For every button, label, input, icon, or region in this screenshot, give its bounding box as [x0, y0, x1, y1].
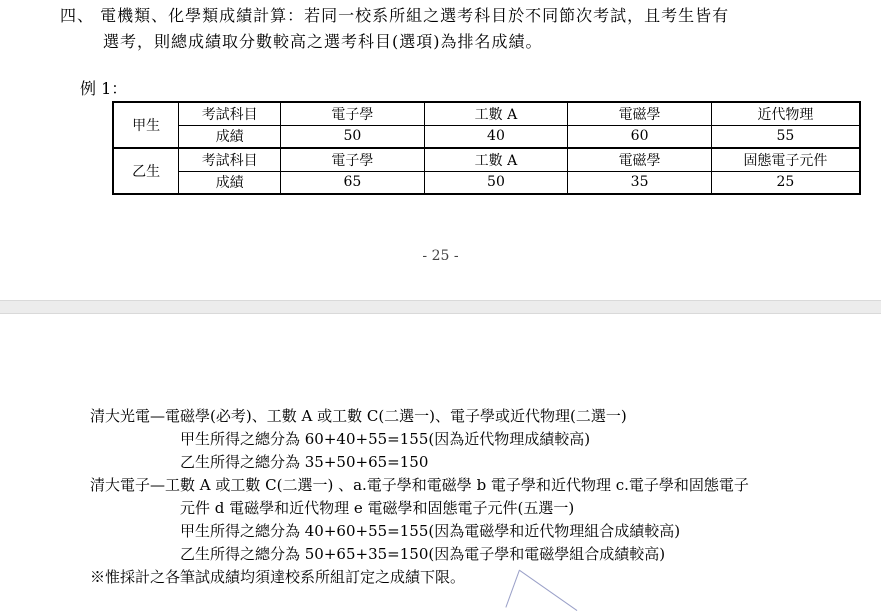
page-separator	[0, 300, 881, 314]
section-heading-line-1: 四、 電機類、化學類成績計算：若同一校系所組之選考科目於不同節次考試，且考生皆有	[60, 6, 730, 25]
section-heading-line-2: 選考，則總成績取分數較高之選考科目(選項)為排名成績。	[103, 32, 543, 51]
subject-label-cell: 考試科目	[179, 102, 281, 125]
subject-cell: 電子學	[281, 148, 425, 171]
page-number: - 25 -	[422, 248, 459, 264]
rule-line-nthu-electronics: 清大電子—工數 A 或工數 C(二選一) 、a.電子學和電磁學 b 電子學和近代物理 c.電子學和固態電子	[90, 476, 749, 494]
student-b-total-line: 乙生所得之總分為 35+50+65=150	[180, 453, 429, 471]
rule-line-nthu-optoelectronics: 清大光電—電磁學(必考)、工數 A 或工數 C(二選一)、電子學或近代物理(二選一)	[90, 407, 627, 425]
table-row	[113, 171, 860, 194]
annotation-stroke	[519, 570, 577, 611]
student-a-total-line: 甲生所得之總分為 60+40+55=155(因為近代物理成績較高)	[180, 430, 591, 448]
score-cell: 50	[281, 125, 425, 148]
subject-cell: 電磁學	[568, 148, 712, 171]
student-name-cell: 甲生	[113, 102, 179, 148]
student-b-total-line: 乙生所得之總分為 50+65+35=150(因為電子學和電磁學組合成績較高)	[180, 545, 666, 563]
table-row	[113, 148, 860, 171]
score-cell: 40	[424, 125, 568, 148]
subject-cell: 工數 A	[424, 148, 568, 171]
student-name-cell: 乙生	[113, 148, 179, 194]
table-row	[113, 125, 860, 148]
subject-label-cell: 考試科目	[179, 148, 281, 171]
score-table	[112, 101, 861, 195]
document-page-top	[0, 0, 881, 300]
subject-cell: 電子學	[281, 102, 425, 125]
student-a-total-line: 甲生所得之總分為 40+60+55=155(因為電磁學和近代物理組合成績較高)	[180, 522, 681, 540]
score-cell: 35	[568, 171, 712, 194]
score-cell: 50	[424, 171, 568, 194]
subject-cell: 電磁學	[568, 102, 712, 125]
annotation-stroke	[505, 570, 520, 608]
example-label: 例 1：	[80, 79, 128, 98]
document-page-bottom	[0, 314, 881, 594]
score-cell: 55	[711, 125, 860, 148]
score-cell: 65	[281, 171, 425, 194]
rule-line-continuation: 元件 d 電磁學和近代物理 e 電磁學和固態電子元件(五選一)	[180, 499, 575, 517]
note-line: ※惟採計之各筆試成績均須達校系所組訂定之成績下限。	[90, 568, 466, 586]
score-label-cell: 成績	[179, 125, 281, 148]
subject-cell: 近代物理	[711, 102, 860, 125]
table-row	[113, 102, 860, 125]
subject-cell: 工數 A	[424, 102, 568, 125]
subject-cell: 固態電子元件	[711, 148, 860, 171]
score-cell: 25	[711, 171, 860, 194]
score-label-cell: 成績	[179, 171, 281, 194]
score-cell: 60	[568, 125, 712, 148]
